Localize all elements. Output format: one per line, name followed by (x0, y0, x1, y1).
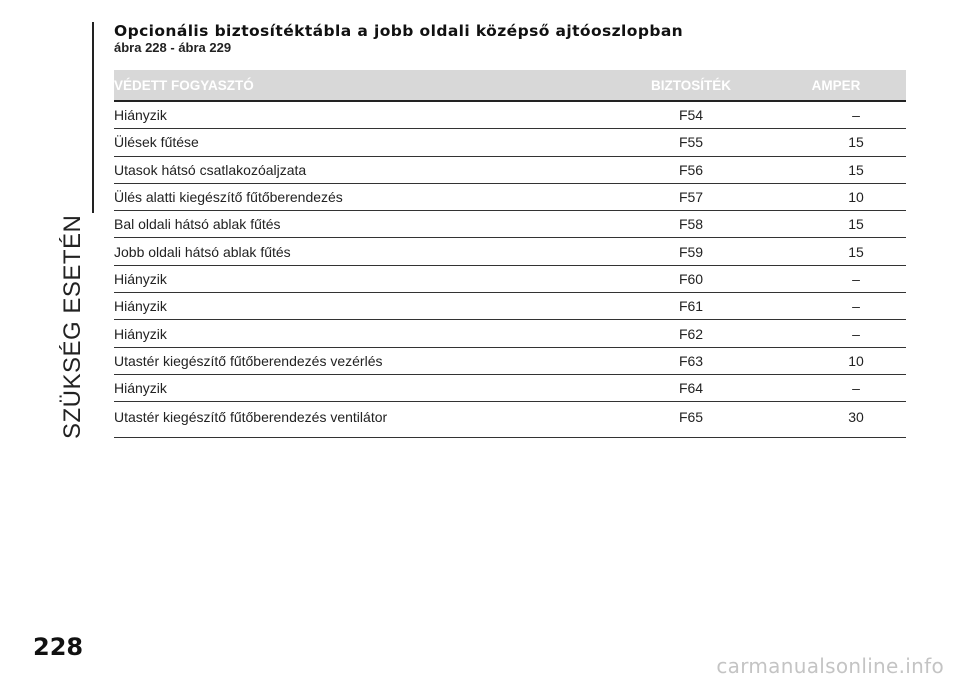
cell-fuse: F62 (678, 325, 704, 342)
cell-fuse: F59 (678, 243, 704, 260)
cell-fuse: F57 (678, 189, 704, 206)
page-number: 228 (33, 633, 84, 661)
cell-fuse: F54 (678, 107, 704, 124)
table-header (114, 70, 906, 102)
cell-amp: – (852, 380, 860, 397)
cell-fuse: F61 (678, 298, 704, 315)
cell-consumer: Hiányzik (114, 270, 167, 287)
table-row (114, 402, 906, 438)
cell-amp: – (852, 298, 860, 315)
cell-consumer: Utastér kiegészítő fűtőberendezés ventilátor (114, 409, 388, 426)
cell-amp: – (852, 325, 860, 342)
table-row (114, 238, 906, 265)
cell-consumer: Ülés alatti kiegészítő fűtőberendezés (114, 189, 343, 206)
table-row (114, 157, 906, 184)
cell-amp: 10 (848, 352, 864, 369)
cell-amp: 15 (848, 161, 864, 178)
table-body (114, 102, 906, 438)
section-side-title-text: SZÜKSÉG ESETÉN (59, 214, 86, 439)
cell-fuse: F58 (678, 216, 704, 233)
cell-fuse: F63 (678, 352, 704, 369)
cell-amp: – (852, 107, 860, 124)
cell-consumer: Bal oldali hátsó ablak fűtés (114, 216, 281, 233)
cell-consumer: Jobb oldali hátsó ablak fűtés (114, 243, 291, 260)
cell-amp: 30 (848, 409, 864, 426)
cell-consumer: Hiányzik (114, 325, 167, 342)
cell-amp: 15 (848, 216, 864, 233)
cell-amp: 10 (848, 189, 864, 206)
cell-fuse: F56 (678, 161, 704, 178)
cell-fuse: F55 (678, 134, 704, 151)
cell-amp: 15 (848, 134, 864, 151)
table-row (114, 129, 906, 156)
header-amp: AMPER (811, 77, 861, 93)
cell-consumer: Utastér kiegészítő fűtőberendezés vezérlés (114, 352, 383, 369)
table-row (114, 102, 906, 129)
table-row (114, 320, 906, 347)
cell-consumer: Ülések fűtése (114, 134, 199, 151)
table-row (114, 348, 906, 375)
table-row (114, 293, 906, 320)
header-consumer: VÉDETT FOGYASZTÓ (114, 77, 254, 93)
table-row (114, 266, 906, 293)
cell-fuse: F65 (678, 409, 704, 426)
cell-consumer: Hiányzik (114, 298, 167, 315)
header-fuse: BIZTOSÍTÉK (616, 78, 766, 93)
table-row (114, 184, 906, 211)
watermark: carmanualsonline.info (716, 654, 944, 678)
cell-fuse: F60 (678, 270, 704, 287)
cell-amp: 15 (848, 243, 864, 260)
fuse-table (114, 70, 906, 438)
cell-consumer: Hiányzik (114, 380, 167, 397)
figure-reference: ábra 228 - ábra 229 (114, 40, 232, 55)
table-row (114, 375, 906, 402)
table-row (114, 211, 906, 238)
cell-amp: – (852, 270, 860, 287)
cell-fuse: F64 (678, 380, 704, 397)
side-divider (92, 22, 94, 213)
page-title: Opcionális biztosítéktábla a jobb oldali középső ajtóoszlopban (114, 22, 684, 40)
cell-consumer: Utasok hátsó csatlakozóaljzata (114, 161, 307, 178)
cell-consumer: Hiányzik (114, 107, 167, 124)
